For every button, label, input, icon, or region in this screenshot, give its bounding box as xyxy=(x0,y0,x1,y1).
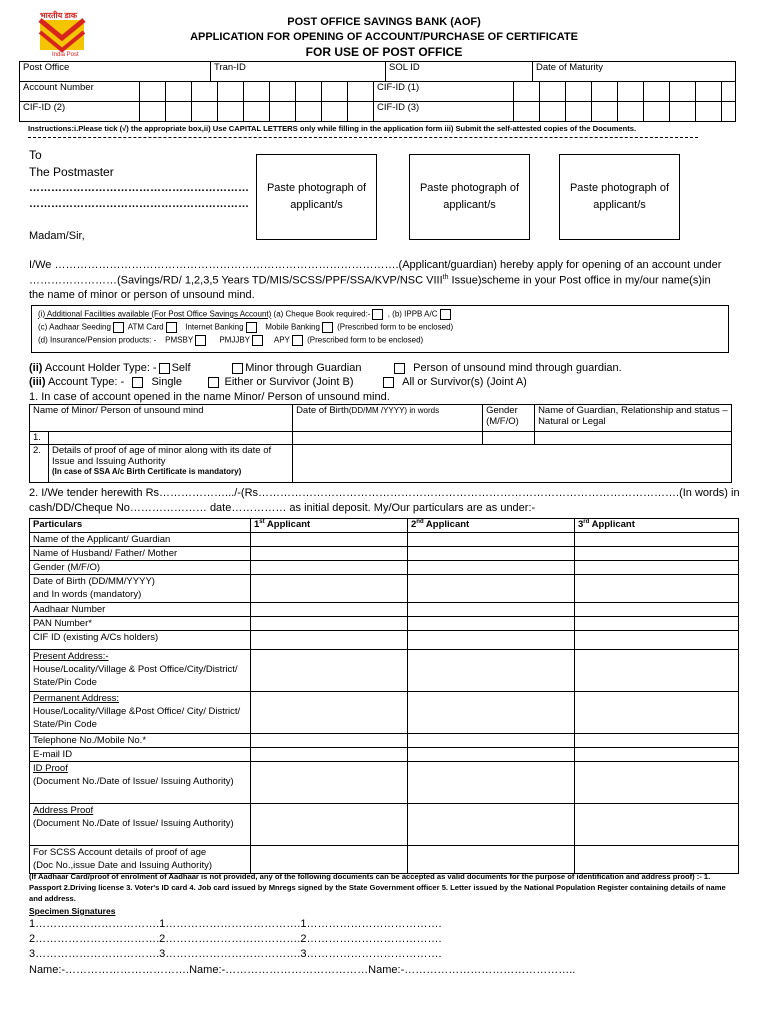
signatures-title: Specimen Signatures xyxy=(29,906,116,916)
account-number-label: Account Number xyxy=(20,82,140,102)
digit-box[interactable] xyxy=(270,102,296,122)
applicant-3-input[interactable] xyxy=(575,631,739,650)
applicant-2-input[interactable] xyxy=(408,734,575,748)
applicant-1-sup: st xyxy=(259,519,265,525)
postmaster-label: The Postmaster xyxy=(29,165,114,179)
holder-type-row xyxy=(29,362,622,374)
signature-row-3[interactable]: 3…………………………….3……………………………….3………………………………. xyxy=(29,948,442,960)
applicant-1-input[interactable] xyxy=(251,547,408,561)
aadhaar-seeding-checkbox[interactable] xyxy=(113,322,124,333)
minor-row-1-name[interactable] xyxy=(49,432,293,445)
minor-row-1-gender[interactable] xyxy=(483,432,535,445)
address-line-1[interactable]: …………………………………………………… xyxy=(29,182,249,194)
cif-3-label: CIF-ID (3) xyxy=(374,102,514,122)
particulars-row-label-line: Telephone No./Mobile No.* xyxy=(33,735,147,746)
minor-row-2-details xyxy=(49,445,293,483)
applicant-3-input[interactable] xyxy=(575,617,739,631)
minor-row-1-guardian[interactable] xyxy=(535,432,732,445)
minor-row-2-value[interactable] xyxy=(293,445,732,483)
digit-box[interactable] xyxy=(566,102,592,122)
applicant-1-input[interactable] xyxy=(251,575,408,603)
minor-row-2-index: 2. xyxy=(30,445,49,483)
minor-col-guardian: Name of Guardian, Relationship and status – Natural or Legal xyxy=(535,405,732,432)
minor-col-dob xyxy=(293,405,483,432)
applicant-2-input[interactable] xyxy=(408,804,575,846)
post-office-field[interactable]: Post Office xyxy=(20,62,211,82)
photo-label-1: Paste photograph of applicant/s xyxy=(266,182,367,211)
photo-label-2: Paste photograph of applicant/s xyxy=(419,182,520,211)
mobile-banking-label: Mobile Banking xyxy=(265,322,320,332)
tender-line-1: 2. I/We tender herewith Rs……………….../-(Rs…………………………………………………………………………………………………….(In words) in xyxy=(29,487,740,499)
ippb-checkbox[interactable] xyxy=(440,309,451,320)
particulars-row-label-line: Address Proof xyxy=(33,805,94,816)
applicant-3-input[interactable] xyxy=(575,692,739,734)
particulars-row-label-line: Name of Husband/ Father/ Mother xyxy=(33,548,178,559)
particulars-row-label xyxy=(30,533,251,547)
digit-box[interactable] xyxy=(618,102,644,122)
applicant-1-input[interactable] xyxy=(251,692,408,734)
applicant-3-input[interactable] xyxy=(575,561,739,575)
account-type-index: (iii) xyxy=(29,376,46,388)
applicant-3-input[interactable] xyxy=(575,846,739,874)
applicant-3-header xyxy=(575,519,739,533)
applicant-1-input[interactable] xyxy=(251,846,408,874)
applicant-2-label: Applicant xyxy=(423,519,470,531)
holder-type-label: Account Holder Type: - xyxy=(44,362,157,374)
particulars-row-label xyxy=(30,734,251,748)
applicant-3-input[interactable] xyxy=(575,762,739,804)
applicant-3-input[interactable] xyxy=(575,650,739,692)
applicant-3-input[interactable] xyxy=(575,804,739,846)
particulars-rows xyxy=(30,533,739,874)
applicant-1-label: Applicant xyxy=(264,519,311,531)
applicant-3-input[interactable] xyxy=(575,575,739,603)
particulars-row-label-line: For SCSS Account details of proof of age xyxy=(33,847,207,858)
digit-box[interactable] xyxy=(566,82,592,102)
particulars-row-label xyxy=(30,804,251,846)
digit-box[interactable] xyxy=(540,102,566,122)
particulars-row-label xyxy=(30,692,251,734)
dashed-divider xyxy=(28,137,698,138)
particulars-row-label xyxy=(30,631,251,650)
digit-box[interactable] xyxy=(322,102,348,122)
applicant-2-input[interactable] xyxy=(408,561,575,575)
digit-box[interactable] xyxy=(540,82,566,102)
applicant-1-input[interactable] xyxy=(251,748,408,762)
particulars-row xyxy=(30,650,739,692)
digit-box[interactable] xyxy=(696,82,722,102)
unsound-checkbox[interactable] xyxy=(394,363,405,374)
particulars-row xyxy=(30,575,739,603)
apy-checkbox[interactable] xyxy=(292,335,303,346)
particulars-row-label-line: PAN Number* xyxy=(33,618,92,629)
applicant-2-input[interactable] xyxy=(408,617,575,631)
digit-box[interactable] xyxy=(722,82,736,102)
particulars-row xyxy=(30,762,739,804)
sol-id-field[interactable]: SOL ID xyxy=(386,62,533,82)
particulars-row xyxy=(30,846,739,874)
digit-box[interactable] xyxy=(722,102,736,122)
applicant-1-input[interactable] xyxy=(251,762,408,804)
single-label: Single xyxy=(151,376,183,388)
digit-box[interactable] xyxy=(348,82,374,102)
particulars-row-label-line: Permanent Address: xyxy=(33,693,120,704)
particulars-row-label-line: House/Locality/Village & Post Office/City/District/ State/Pin Code xyxy=(33,664,238,688)
particulars-row-label xyxy=(30,846,251,874)
self-checkbox[interactable] xyxy=(159,363,170,374)
self-label: Self xyxy=(171,362,191,374)
applicant-3-num: 3 xyxy=(578,519,584,531)
signature-names-row[interactable]: Name:-…………………………….Name:-…………………………………Name:-……………………………………….. xyxy=(29,964,576,976)
particulars-row-label xyxy=(30,617,251,631)
pmjjby-label: PMJJBY xyxy=(219,335,250,345)
digit-box[interactable] xyxy=(166,82,192,102)
particulars-row-label xyxy=(30,762,251,804)
particulars-row xyxy=(30,748,739,762)
minor-col-name: Name of Minor/ Person of unsound mind xyxy=(30,405,293,432)
joint-b-label: Either or Survivor (Joint B) xyxy=(224,376,354,388)
particulars-row-label xyxy=(30,547,251,561)
applicant-2-input[interactable] xyxy=(408,748,575,762)
applicant-3-input[interactable] xyxy=(575,533,739,547)
applicant-1-input[interactable] xyxy=(251,734,408,748)
minor-row-2-small: (In case of SSA A/c Birth Certificate is mandatory) xyxy=(52,467,242,476)
office-use-title: FOR USE OF POST OFFICE xyxy=(305,45,463,59)
logo-text: भारतीय डाक xyxy=(40,11,77,20)
minor-col-gender: Gender (M/F/O) xyxy=(483,405,535,432)
applicant-2-sup: nd xyxy=(416,519,424,525)
internet-banking-label: Internet Banking xyxy=(185,322,244,332)
particulars-row-label xyxy=(30,748,251,762)
applicant-2-input[interactable] xyxy=(408,846,575,874)
atm-card-label: ATM Card xyxy=(127,322,164,332)
applicant-3-input[interactable] xyxy=(575,734,739,748)
photo-label-3: Paste photograph of applicant/s xyxy=(569,182,670,211)
applicant-2-input[interactable] xyxy=(408,650,575,692)
particulars-row-label-line: Aadhaar Number xyxy=(33,604,106,615)
digit-box[interactable] xyxy=(140,102,166,122)
particulars-row-label-line: E-mail ID xyxy=(33,749,73,760)
particulars-row-label-line: (Document No./Date of Issue/ Issuing Authority) xyxy=(33,776,234,787)
particulars-row-label-line: Present Address:- xyxy=(33,651,109,662)
tran-id-field[interactable]: Tran-ID xyxy=(211,62,386,82)
applicant-3-input[interactable] xyxy=(575,748,739,762)
joint-a-label: All or Survivor(s) (Joint A) xyxy=(402,376,527,388)
minor-checkbox[interactable] xyxy=(232,363,243,374)
applicant-3-label: Applicant xyxy=(589,519,635,531)
digit-box[interactable] xyxy=(218,102,244,122)
unsound-label: Person of unsound mind through guardian. xyxy=(413,362,622,374)
digit-box[interactable] xyxy=(618,82,644,102)
applicant-3-input[interactable] xyxy=(575,603,739,617)
address-line-2[interactable]: …………………………………………………… xyxy=(29,198,249,210)
particulars-row-label-line: Gender (M/F/O) xyxy=(33,562,101,573)
cheque-book-checkbox[interactable] xyxy=(372,309,383,320)
insurance-label: (d) Insurance/Pension products: - xyxy=(38,335,157,345)
applicant-1-num: 1 xyxy=(254,519,260,531)
particulars-row-label xyxy=(30,561,251,575)
form-title: POST OFFICE SAVINGS BANK (AOF) xyxy=(287,16,481,28)
minor-label: Minor through Guardian xyxy=(245,362,362,374)
mobile-banking-checkbox[interactable] xyxy=(322,322,333,333)
tender-line-2: cash/DD/Cheque No………………… date…………… as initial deposit. My/Our particulars are as under:- xyxy=(29,502,536,514)
digit-box[interactable] xyxy=(514,102,540,122)
account-number-grid xyxy=(19,81,736,122)
applicant-1-input[interactable] xyxy=(251,561,408,575)
particulars-row xyxy=(30,603,739,617)
cif-2-label: CIF-ID (2) xyxy=(20,102,140,122)
intro-line-2-end: Issue)scheme in your Post office in my/our name(s)in xyxy=(448,274,711,287)
applicant-2-input[interactable] xyxy=(408,762,575,804)
minor-section-title: 1. In case of account opened in the name Minor/ Person of unsound mind. xyxy=(29,391,390,403)
applicant-2-input[interactable] xyxy=(408,575,575,603)
digit-box[interactable] xyxy=(670,82,696,102)
particulars-row-label-line: CIF ID (existing A/Cs holders) xyxy=(33,632,159,643)
digit-box[interactable] xyxy=(244,102,270,122)
joint-b-checkbox[interactable] xyxy=(208,377,219,388)
intro-line-2 xyxy=(29,274,711,287)
minor-col-dob-small: (DD/MM /YYYY) in words xyxy=(348,406,440,415)
particulars-row-label xyxy=(30,575,251,603)
digit-box[interactable] xyxy=(192,82,218,102)
particulars-row-label-line: Date of Birth (DD/MM/YYYY) xyxy=(33,576,155,587)
particulars-row-label-line: Name of the Applicant/ Guardian xyxy=(33,534,171,545)
facilities-row-2 xyxy=(38,322,453,333)
particulars-row-label-line: and In words (mandatory) xyxy=(33,589,142,600)
cif-1-label: CIF-ID (1) xyxy=(374,82,514,102)
prescribed-form-note-2: (Prescribed form to be enclosed) xyxy=(307,335,424,345)
minor-row-1-index: 1. xyxy=(30,432,49,445)
digit-box[interactable] xyxy=(296,82,322,102)
particulars-row xyxy=(30,631,739,650)
maturity-date-field[interactable]: Date of Maturity xyxy=(533,62,736,82)
aadhaar-seeding-label: (c) Aadhaar Seeding xyxy=(38,322,111,332)
holder-type-index: (ii) xyxy=(29,362,43,374)
digit-box[interactable] xyxy=(348,102,374,122)
applicant-1-input[interactable] xyxy=(251,804,408,846)
digit-box[interactable] xyxy=(140,82,166,102)
apy-label: APY xyxy=(273,335,290,345)
applicant-1-input[interactable] xyxy=(251,603,408,617)
signature-row-2[interactable]: 2…………………………….2……………………………….2………………………………. xyxy=(29,933,442,945)
digit-box[interactable] xyxy=(644,102,670,122)
particulars-row-label-line: House/Locality/Village &Post Office/ City/ District/ State/Pin Code xyxy=(33,706,241,730)
particulars-row xyxy=(30,561,739,575)
digit-box[interactable] xyxy=(166,102,192,122)
particulars-row xyxy=(30,692,739,734)
particulars-row-label xyxy=(30,603,251,617)
applicant-3-sup: rd xyxy=(583,519,590,525)
minor-col-dob-label: Date of Birth xyxy=(296,405,349,416)
digit-box[interactable] xyxy=(670,102,696,122)
prescribed-form-note-1: (Prescribed form to be enclosed) xyxy=(337,322,454,332)
pmsby-checkbox[interactable] xyxy=(195,335,206,346)
applicant-2-num: 2 xyxy=(411,519,417,531)
particulars-row-label xyxy=(30,650,251,692)
office-use-grid xyxy=(19,61,736,82)
facilities-row-1: (i) Additional Facilities available (For Post Office Savings Account) (a) Cheque Book required:- , (b) IPPB A/C xyxy=(38,309,453,320)
applicant-1-input[interactable] xyxy=(251,631,408,650)
applicant-1-input[interactable] xyxy=(251,533,408,547)
salutation: Madam/Sir, xyxy=(29,230,85,242)
internet-banking-checkbox[interactable] xyxy=(246,322,257,333)
applicant-1-input[interactable] xyxy=(251,617,408,631)
intro-line-2-sup: th xyxy=(442,274,449,281)
signature-row-1[interactable]: 1…………………………….1……………………………….1………………………………. xyxy=(29,918,442,930)
minor-table xyxy=(29,404,732,483)
applicant-2-input[interactable] xyxy=(408,533,575,547)
applicant-2-input[interactable] xyxy=(408,547,575,561)
footnote: (If Aadhaar Card/proof of enrolment of Aadhaar is not provided, any of the following documents can be accepted as valid documents for the purpose of identification and address proof) :- 1. Passport 2.Driving license 3. Voter's ID card 4. Job card issued by Mnregs signed by the State Government officer 5. Letter issued by the National Population Register containing details of name and address. xyxy=(29,872,726,903)
particulars-table xyxy=(29,518,739,874)
photo-box-3[interactable] xyxy=(559,154,680,240)
particulars-row xyxy=(30,804,739,846)
digit-box[interactable] xyxy=(592,102,618,122)
photo-box-2[interactable] xyxy=(409,154,530,240)
digit-box[interactable] xyxy=(696,102,722,122)
atm-card-checkbox[interactable] xyxy=(166,322,177,333)
applicant-2-input[interactable] xyxy=(408,631,575,650)
digit-box[interactable] xyxy=(218,82,244,102)
minor-row-1-dob[interactable] xyxy=(293,432,483,445)
intro-line-3: the name of minor or person of unsound mind. xyxy=(29,289,255,301)
applicant-2-input[interactable] xyxy=(408,692,575,734)
digit-box[interactable] xyxy=(514,82,540,102)
intro-line-1: I/We ………………………………………………………………………………….(Applicant/guardian) hereby apply for opening of an account under xyxy=(29,259,722,271)
joint-a-checkbox[interactable] xyxy=(383,377,394,388)
particulars-row xyxy=(30,617,739,631)
instructions-text: Instructions:i.Please tick (√) the appropriate box,ii) Use CAPITAL LETTERS only while filling in the application form iii) Submit the self-attested copies of the Documents. xyxy=(28,124,637,133)
to-label: To xyxy=(29,148,42,162)
particulars-row xyxy=(30,734,739,748)
particulars-header: Particulars xyxy=(30,519,251,533)
particulars-row xyxy=(30,533,739,547)
digit-box[interactable] xyxy=(644,82,670,102)
account-type-row xyxy=(29,376,527,388)
digit-box[interactable] xyxy=(322,82,348,102)
particulars-row-label-line: ID Proof xyxy=(33,763,68,774)
applicant-1-input[interactable] xyxy=(251,650,408,692)
pmsby-label: PMSBY xyxy=(165,335,194,345)
applicant-3-input[interactable] xyxy=(575,547,739,561)
facilities-box xyxy=(31,305,729,353)
particulars-row xyxy=(30,547,739,561)
digit-box[interactable] xyxy=(296,102,322,122)
single-checkbox[interactable] xyxy=(132,377,143,388)
minor-row-2-text: Details of proof of age of minor along with its date of Issue and Issuing Authority xyxy=(52,445,272,467)
applicant-2-header xyxy=(408,519,575,533)
particulars-row-label-line: (Doc No.,issue Date and Issuing Authority) xyxy=(33,860,213,871)
facilities-row-3 xyxy=(38,335,423,346)
intro-line-2-main: ……………………(Savings/RD/ 1,2,3,5 Years TD/MIS/SCSS/PPF/SSA/KVP/NSC VIII xyxy=(29,274,443,287)
pmjjby-checkbox[interactable] xyxy=(252,335,263,346)
logo-subtext: India Post xyxy=(52,52,79,58)
digit-box[interactable] xyxy=(592,82,618,102)
applicant-1-header xyxy=(251,519,408,533)
digit-box[interactable] xyxy=(244,82,270,102)
facilities-title: (i) Additional Facilities available (For Post Office Savings Account) xyxy=(38,309,272,319)
applicant-2-input[interactable] xyxy=(408,603,575,617)
digit-box[interactable] xyxy=(192,102,218,122)
form-subtitle: APPLICATION FOR OPENING OF ACCOUNT/PURCHASE OF CERTIFICATE xyxy=(190,31,578,43)
particulars-row-label-line: (Document No./Date of Issue/ Issuing Authority) xyxy=(33,818,234,829)
account-type-label: Account Type: - xyxy=(47,376,125,388)
cheque-book-label: (a) Cheque Book required:- xyxy=(273,309,371,319)
ippb-label: (b) IPPB A/C xyxy=(392,309,438,319)
digit-box[interactable] xyxy=(270,82,296,102)
photo-box-1[interactable] xyxy=(256,154,377,240)
